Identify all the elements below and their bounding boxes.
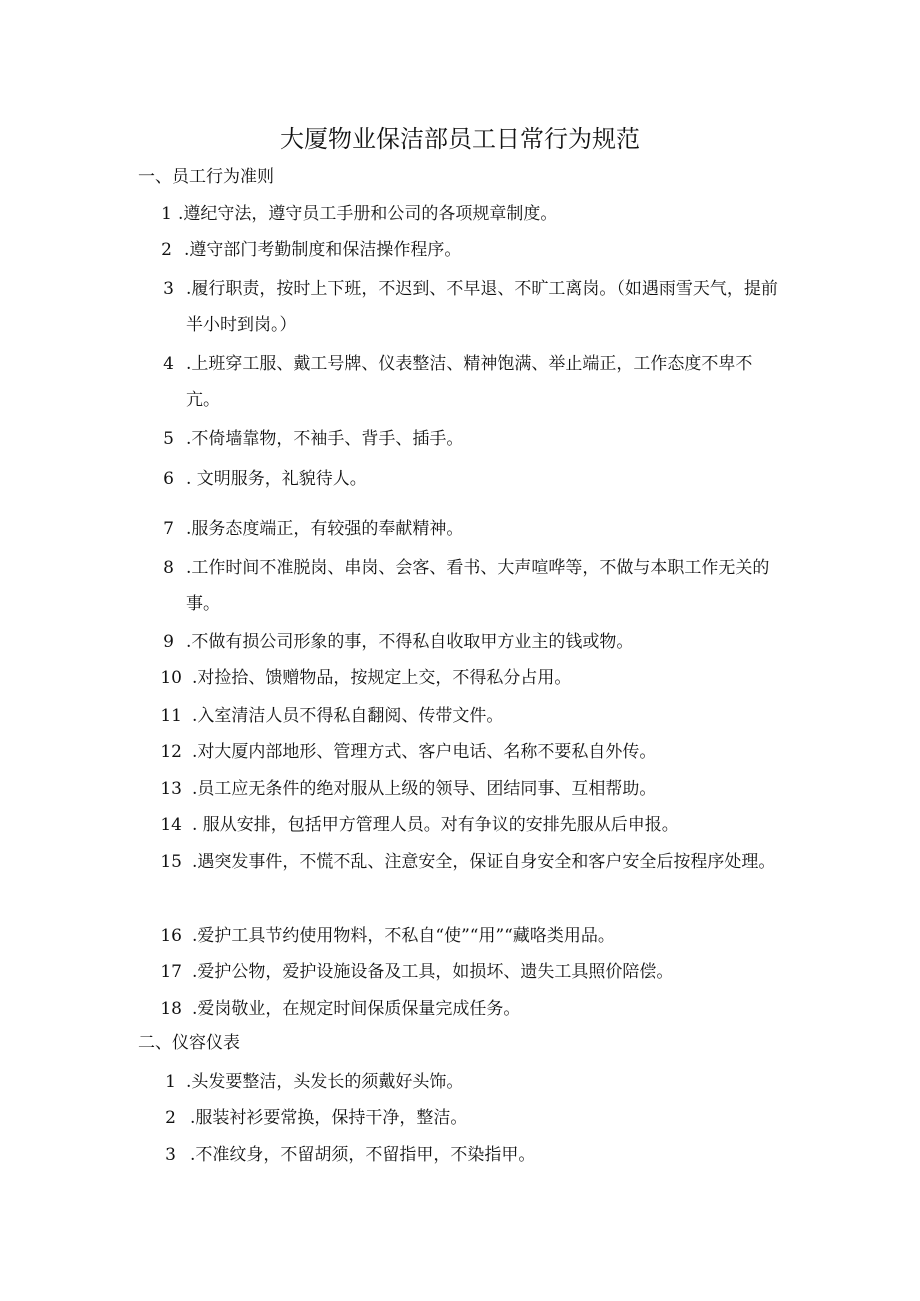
item-number: 1 [161,204,172,224]
item-number: 2 [161,240,172,260]
item-number: 1 [165,1072,176,1092]
item-text: .履行职责，按时上下班，不迟到、不早退、不旷工离岗。（如遇雨雪天气，提前半小时到岗。） [186,279,778,335]
item-text: .遇突发事件，不慌不乱、注意安全，保证自身安全和客户安全后按程序处理。 [192,852,776,872]
item-number: 3 [163,279,174,299]
item-number: 12 [160,742,182,762]
item-text: .头发要整洁，头发长的须戴好头饰。 [186,1072,464,1092]
section-heading: 一、员工行为准则 [138,167,274,187]
item-text: .爱护公物，爱护设施设备及工具，如损坏、遗失工具照价陪偿。 [192,962,674,982]
section-heading: 二、仪容仪表 [138,1033,240,1053]
item-number: 7 [163,519,174,539]
item-number: 18 [160,999,182,1019]
item-number: 4 [163,354,174,374]
item-number: 15 [160,852,182,872]
item-text: .工作时间不准脱岗、串岗、会客、看书、大声喧哗等，不做与本职工作无关的事。 [186,558,770,614]
item-number: 13 [160,779,182,799]
item-text: .服务态度端正，有较强的奉献精神。 [186,519,464,539]
item-number: 2 [165,1108,176,1128]
item-number: 6 [163,469,174,489]
item-text: .不做有损公司形象的事，不得私自收取甲方业主的钱或物。 [186,632,634,652]
item-text: .上班穿工服、戴工号牌、仪表整洁、精神饱满、举止端正，工作态度不卑不亢。 [186,354,753,410]
document-title: 大厦物业保洁部员工日常行为规范 [280,125,640,153]
item-number: 16 [160,926,182,946]
item-text: .对捡拾、馈赠物品，按规定上交，不得私分占用。 [192,668,572,688]
item-text: .不倚墙靠物，不袖手、背手、插手。 [186,429,464,449]
item-number: 3 [165,1145,176,1165]
item-number: 14 [160,815,182,835]
item-number: 11 [160,706,182,726]
item-text: .遵纪守法，遵守员工手册和公司的各项规章制度。 [178,204,558,224]
item-text: .爱护工具节约使用物料，不私自“使”“用”“藏咯类用品。 [192,926,615,946]
item-text: .遵守部门考勤制度和保洁操作程序。 [184,240,462,260]
item-text: .入室清洁人员不得私自翻阅、传带文件。 [192,706,504,726]
item-text: .员工应无条件的绝对服从上级的领导、团结同事、互相帮助。 [192,779,657,799]
item-text: .爱岗敬业，在规定时间保质保量完成任务。 [192,999,521,1019]
item-number: 8 [163,558,174,578]
item-number: 10 [160,668,182,688]
item-number: 9 [163,632,174,652]
item-text: .不准纹身，不留胡须，不留指甲，不染指甲。 [190,1145,536,1165]
item-text: .服装衬衫要常换，保持干净，整洁。 [190,1108,468,1128]
item-text: . 服从安排，包括甲方管理人员。对有争议的安排先服从后申报。 [192,815,679,835]
item-number: 17 [160,962,182,982]
item-text: . 文明服务，礼貌待人。 [186,469,367,489]
item-number: 5 [163,429,174,449]
item-text: .对大厦内部地形、管理方式、客户电话、名称不要私自外传。 [192,742,657,762]
